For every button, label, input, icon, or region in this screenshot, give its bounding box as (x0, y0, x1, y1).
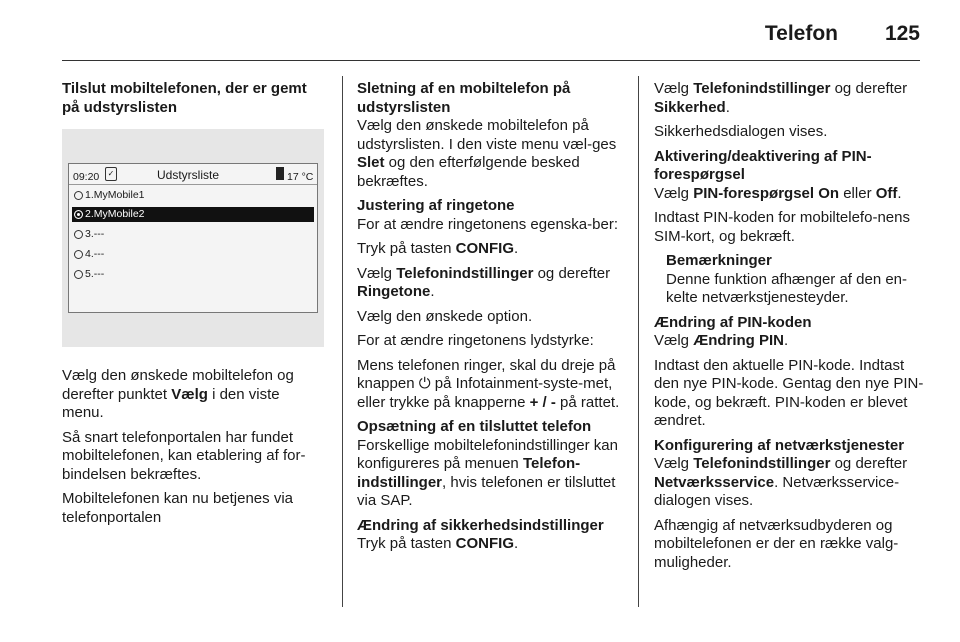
screen-temperature: 17 °C (287, 171, 314, 183)
note-title: Bemærkninger (666, 252, 772, 269)
column-1 (62, 80, 324, 533)
page-number: 125 (884, 22, 920, 45)
paragraph: Indtast den aktuelle PIN-kode. Indtast den nye PIN-kode. Gentag den nye PIN-kode, og bekræft. PIN-koden er blevet ændret. (654, 356, 924, 429)
screen-header (69, 164, 317, 185)
column-divider (638, 76, 639, 607)
section-heading: Ændring af sikkerhedsindstillinger (357, 516, 604, 534)
header-rule (62, 60, 920, 61)
radio-selected-icon (74, 210, 83, 219)
screen-title: Udstyrsliste (157, 168, 220, 182)
paragraph: Vælg den ønskede mobiltelefon på udstyrslisten. I den viste menu væl-ges Slet og den efterfølgende besked bekræftes. (357, 117, 617, 190)
column-2 (357, 80, 623, 560)
radio-icon (74, 191, 83, 200)
paragraph: Vælg Ændring PIN. (654, 332, 789, 349)
section-heading: Justering af ringetone (357, 197, 515, 214)
paragraph: Mens telefonen ringer, skal du dreje på knappen ⏻ på Infotainment-syste-met, eller trykke på knapperne + / - på rattet. (357, 356, 620, 411)
paragraph: Vælg den ønskede mobiltelefon og derefter punktet Vælg i den viste menu. (62, 367, 294, 421)
paragraph: Vælg PIN-forespørgsel On eller Off. (654, 184, 902, 202)
device-list-item: 4.--- (72, 247, 314, 262)
section-heading: Sletning af en mobiltelefon på udstyrslisten (357, 80, 571, 116)
thermometer-icon (276, 167, 284, 180)
device-list-item: 3.--- (72, 227, 314, 242)
note-text: Denne funktion afhænger af den en-kelte netværkstjenesteyder. (666, 270, 908, 306)
device-list-item-selected: 2.MyMobile2 (72, 207, 314, 222)
screen-time: 09:20 (73, 171, 100, 183)
paragraph: Tryk på tasten CONFIG. (357, 240, 519, 257)
radio-icon (74, 250, 83, 259)
section-heading: Aktivering/deaktivering af PIN-forespørgsel (654, 147, 872, 183)
column-3 (654, 80, 924, 578)
paragraph: Vælg Telefonindstillinger og derefter Sikkerhed. (654, 80, 908, 116)
section-heading: Konfigurering af netværkstjenester (654, 436, 905, 454)
note-box (654, 252, 924, 308)
paragraph: Vælg Telefonindstillinger og derefter Ringetone. (357, 264, 611, 300)
paragraph: Mobiltelefonen kan nu betjenes via telefonportalen (62, 490, 293, 526)
paragraph: Vælg den ønskede option. (357, 307, 533, 325)
section-heading: Opsætning af en tilsluttet telefon (357, 418, 592, 435)
paragraph: Sikkerhedsdialogen vises. (654, 123, 828, 140)
paragraph: Afhængig af netværksudbyderen og mobiltelefonen er der en række valg-muligheder. (654, 516, 899, 571)
radio-icon (74, 230, 83, 239)
device-list-screenshot (62, 129, 324, 347)
infotainment-screen (68, 163, 318, 313)
paragraph: For at ændre ringetonens lydstyrke: (357, 332, 594, 349)
device-list-item: 5.--- (72, 267, 314, 282)
column-divider (342, 76, 343, 607)
page-header (0, 0, 960, 64)
page-title: Telefon (764, 22, 838, 45)
paragraph: Indtast PIN-koden for mobiltelefo-nens SIM-kort, og bekræft. (654, 209, 910, 245)
paragraph: Tryk på tasten CONFIG. (357, 535, 519, 552)
paragraph: Vælg Telefonindstillinger og derefter Netværksservice. Netværksservice-dialogen vises. (654, 455, 908, 509)
phone-icon: ✓ (105, 167, 117, 181)
section-heading: Ændring af PIN-koden (654, 313, 812, 331)
section-heading: Tilslut mobiltelefonen, der er gemt på udstyrslisten (62, 80, 307, 116)
power-knob-icon: ⏻ (418, 375, 431, 392)
device-list-item: 1.MyMobile1 (72, 188, 314, 203)
radio-icon (74, 270, 83, 279)
paragraph: Så snart telefonportalen har fundet mobiltelefonen, kan etablering af for-bindelsen bekræftes. (62, 428, 306, 483)
paragraph: For at ændre ringetonens egenska-ber: (357, 215, 618, 233)
paragraph: Forskellige mobiltelefonindstillinger kan konfigureres på menuen Telefon-indstillinger, hvis telefonen er tilsluttet via SAP. (357, 436, 618, 509)
